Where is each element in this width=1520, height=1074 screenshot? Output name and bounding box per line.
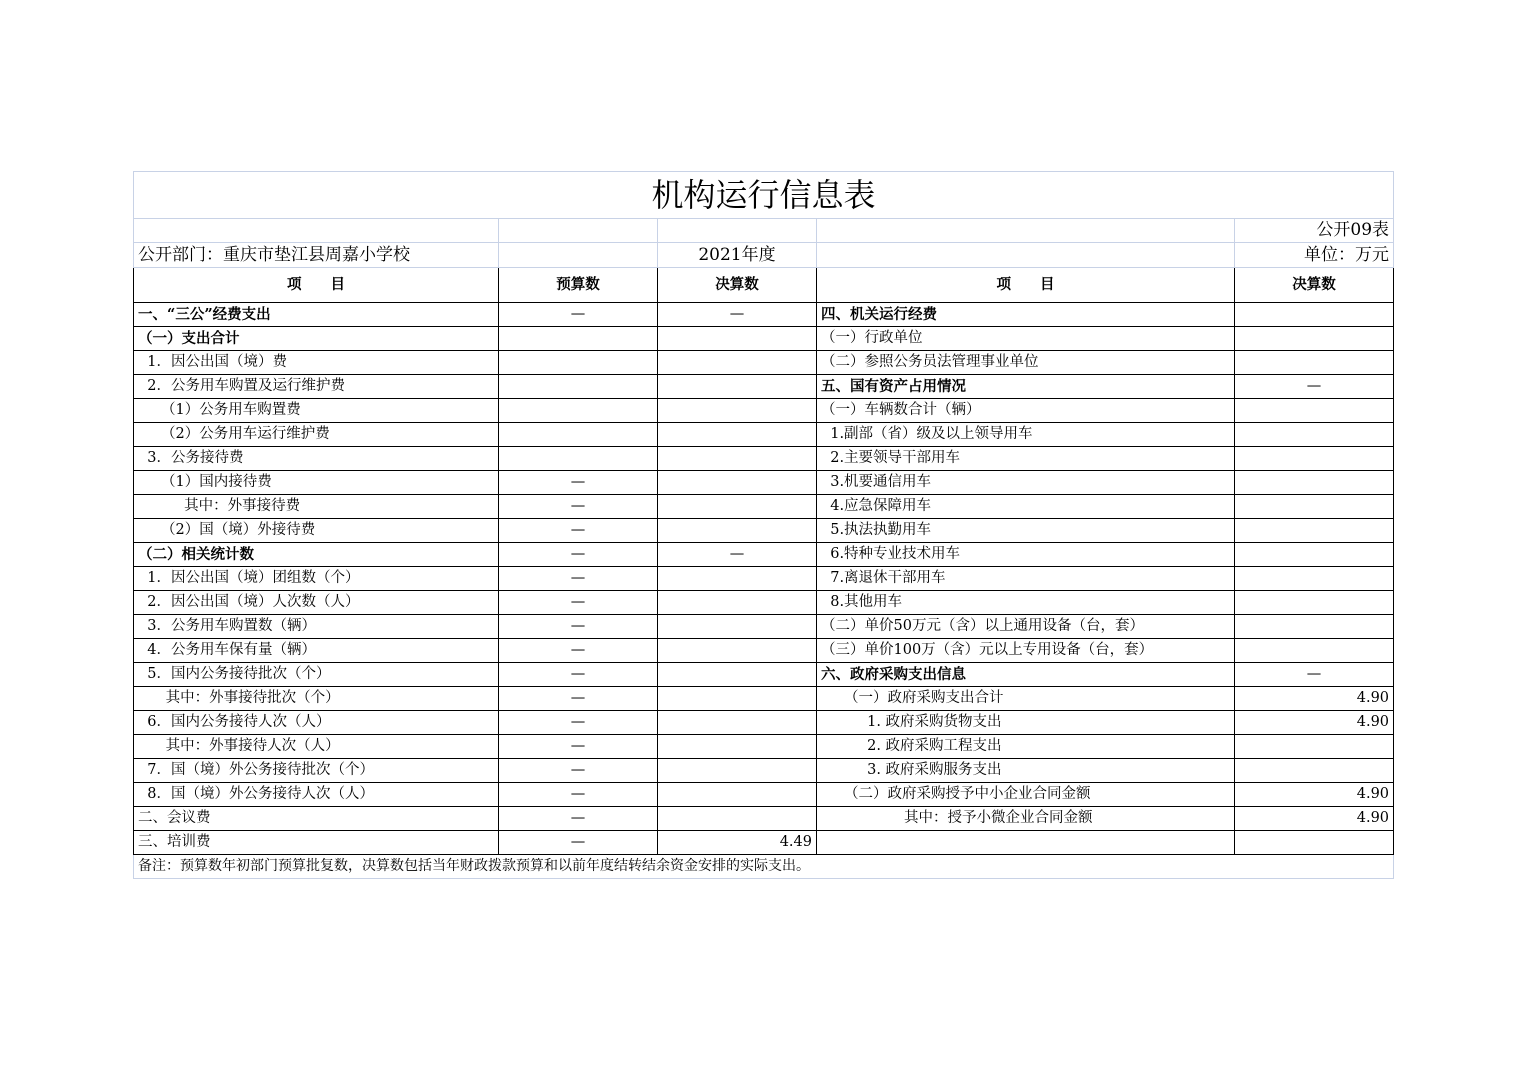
row-item-right: （一）政府采购支出合计 — [817, 687, 1235, 711]
table-row — [134, 543, 1394, 567]
row-item-right: （二）参照公务员法管理事业单位 — [817, 351, 1235, 375]
table-row — [134, 711, 1394, 735]
row-budget: — — [499, 591, 658, 615]
row-item-left: 4．公务用车保有量（辆） — [134, 639, 499, 663]
row-item-right: 8.其他用车 — [817, 591, 1235, 615]
row-final-left — [658, 399, 817, 423]
header-item-left: 项 目 — [134, 268, 499, 303]
row-item-left: 7．国（境）外公务接待批次（个） — [134, 759, 499, 783]
row-item-left: 其中：外事接待费 — [134, 495, 499, 519]
table-row — [134, 327, 1394, 351]
row-item-right: 六、政府采购支出信息 — [817, 663, 1235, 687]
row-item-left: 1．因公出国（境）团组数（个） — [134, 567, 499, 591]
row-final-right — [1235, 543, 1394, 567]
row-final-left — [658, 495, 817, 519]
row-final-right — [1235, 759, 1394, 783]
row-item-right: 3.机要通信用车 — [817, 471, 1235, 495]
table-row — [134, 351, 1394, 375]
header-final-right: 决算数 — [1235, 268, 1394, 303]
row-final-left — [658, 327, 817, 351]
row-final-right — [1235, 423, 1394, 447]
table-row — [134, 807, 1394, 831]
table-row — [134, 303, 1394, 327]
row-item-left: 5．国内公务接待批次（个） — [134, 663, 499, 687]
row-budget — [499, 327, 658, 351]
row-budget: — — [499, 783, 658, 807]
row-budget: — — [499, 303, 658, 327]
row-final-right — [1235, 399, 1394, 423]
row-final-left: — — [658, 543, 817, 567]
row-budget: — — [499, 471, 658, 495]
row-final-right: 4.90 — [1235, 711, 1394, 735]
row-item-left: （二）相关统计数 — [134, 543, 499, 567]
fiscal-year: 2021年度 — [658, 243, 817, 268]
table-row — [134, 639, 1394, 663]
row-item-left: 8．国（境）外公务接待人次（人） — [134, 783, 499, 807]
row-budget: — — [499, 735, 658, 759]
row-budget: — — [499, 831, 658, 855]
footnote: 备注：预算数年初部门预算批复数，决算数包括当年财政拨款预算和以前年度结转结余资金安排的实际支出。 — [134, 855, 1394, 879]
row-budget: — — [499, 567, 658, 591]
row-final-left — [658, 639, 817, 663]
header-item-right: 项 目 — [817, 268, 1235, 303]
row-final-left: 4.49 — [658, 831, 817, 855]
row-item-right: （二）单价50万元（含）以上通用设备（台，套） — [817, 615, 1235, 639]
row-final-left — [658, 471, 817, 495]
report-table — [133, 171, 1394, 879]
row-budget: — — [499, 663, 658, 687]
page-title: 机构运行信息表 — [134, 172, 1394, 219]
table-row — [134, 447, 1394, 471]
row-item-left: 3．公务用车购置数（辆） — [134, 615, 499, 639]
row-final-left — [658, 615, 817, 639]
row-final-left — [658, 807, 817, 831]
row-final-right — [1235, 615, 1394, 639]
table-row — [134, 519, 1394, 543]
row-item-left: 其中：外事接待人次（人） — [134, 735, 499, 759]
row-final-left — [658, 351, 817, 375]
row-final-left — [658, 423, 817, 447]
row-item-right: （二）政府采购授予中小企业合同金额 — [817, 783, 1235, 807]
table-row — [134, 423, 1394, 447]
report-sheet — [133, 171, 1393, 879]
row-final-left — [658, 591, 817, 615]
table-row — [134, 687, 1394, 711]
unit-label: 单位：万元 — [1235, 243, 1394, 268]
table-row — [134, 831, 1394, 855]
row-item-right: （三）单价100万（含）元以上专用设备（台，套） — [817, 639, 1235, 663]
row-item-left: （2）公务用车运行维护费 — [134, 423, 499, 447]
row-final-left — [658, 447, 817, 471]
row-item-left: 2．公务用车购置及运行维护费 — [134, 375, 499, 399]
row-budget: — — [499, 687, 658, 711]
row-item-left: 2．因公出国（境）人次数（人） — [134, 591, 499, 615]
row-final-right — [1235, 471, 1394, 495]
row-item-right: 4.应急保障用车 — [817, 495, 1235, 519]
table-row — [134, 375, 1394, 399]
header-final-left: 决算数 — [658, 268, 817, 303]
row-budget: — — [499, 615, 658, 639]
row-item-left: 6．国内公务接待人次（人） — [134, 711, 499, 735]
row-budget: — — [499, 759, 658, 783]
row-item-left: （1）公务用车购置费 — [134, 399, 499, 423]
row-final-right — [1235, 831, 1394, 855]
row-final-right: 4.90 — [1235, 783, 1394, 807]
table-row — [134, 759, 1394, 783]
row-item-right: （一）行政单位 — [817, 327, 1235, 351]
row-final-left — [658, 519, 817, 543]
table-row — [134, 663, 1394, 687]
row-final-right — [1235, 639, 1394, 663]
row-final-right — [1235, 567, 1394, 591]
row-item-left: 其中：外事接待批次（个） — [134, 687, 499, 711]
table-row — [134, 567, 1394, 591]
table-row — [134, 591, 1394, 615]
row-item-left: （2）国（境）外接待费 — [134, 519, 499, 543]
row-item-right: 2. 政府采购工程支出 — [817, 735, 1235, 759]
row-item-right: 6.特种专业技术用车 — [817, 543, 1235, 567]
row-budget — [499, 351, 658, 375]
row-final-right: — — [1235, 663, 1394, 687]
row-final-right — [1235, 495, 1394, 519]
row-budget: — — [499, 807, 658, 831]
row-final-right — [1235, 591, 1394, 615]
row-final-right — [1235, 447, 1394, 471]
table-row — [134, 471, 1394, 495]
row-final-right: 4.90 — [1235, 687, 1394, 711]
row-item-right: 5.执法执勤用车 — [817, 519, 1235, 543]
row-item-right: 2.主要领导干部用车 — [817, 447, 1235, 471]
table-row — [134, 615, 1394, 639]
header-budget: 预算数 — [499, 268, 658, 303]
table-row — [134, 399, 1394, 423]
row-item-right: 1.副部（省）级及以上领导用车 — [817, 423, 1235, 447]
row-item-left: （一）支出合计 — [134, 327, 499, 351]
department-label: 公开部门：重庆市垫江县周嘉小学校 — [134, 243, 499, 268]
row-final-left — [658, 783, 817, 807]
form-code: 公开09表 — [1235, 219, 1394, 243]
row-final-right: 4.90 — [1235, 807, 1394, 831]
row-item-right: 7.离退休干部用车 — [817, 567, 1235, 591]
row-budget: — — [499, 495, 658, 519]
table-row — [134, 495, 1394, 519]
row-final-left — [658, 711, 817, 735]
row-final-left — [658, 663, 817, 687]
row-final-left — [658, 567, 817, 591]
row-item-left: 三、培训费 — [134, 831, 499, 855]
table-header — [134, 268, 1394, 303]
table-row — [134, 735, 1394, 759]
row-final-right — [1235, 351, 1394, 375]
row-item-left: 3．公务接待费 — [134, 447, 499, 471]
row-budget: — — [499, 711, 658, 735]
row-final-right — [1235, 327, 1394, 351]
row-budget: — — [499, 543, 658, 567]
row-item-right: 五、国有资产占用情况 — [817, 375, 1235, 399]
row-final-left — [658, 759, 817, 783]
row-budget: — — [499, 519, 658, 543]
row-item-left: 二、会议费 — [134, 807, 499, 831]
row-budget — [499, 447, 658, 471]
row-final-left — [658, 735, 817, 759]
row-final-left — [658, 375, 817, 399]
table-row — [134, 783, 1394, 807]
row-final-right — [1235, 519, 1394, 543]
row-final-right: — — [1235, 375, 1394, 399]
row-item-right: 3. 政府采购服务支出 — [817, 759, 1235, 783]
row-item-left: 1．因公出国（境）费 — [134, 351, 499, 375]
row-item-right: （一）车辆数合计（辆） — [817, 399, 1235, 423]
row-final-left: — — [658, 303, 817, 327]
row-item-left: （1）国内接待费 — [134, 471, 499, 495]
row-item-right — [817, 831, 1235, 855]
row-budget: — — [499, 639, 658, 663]
row-item-right: 1. 政府采购货物支出 — [817, 711, 1235, 735]
row-final-right — [1235, 735, 1394, 759]
row-item-left: 一、“三公”经费支出 — [134, 303, 499, 327]
row-budget — [499, 399, 658, 423]
row-budget — [499, 375, 658, 399]
row-final-left — [658, 687, 817, 711]
row-final-right — [1235, 303, 1394, 327]
row-item-right: 其中：授予小微企业合同金额 — [817, 807, 1235, 831]
row-budget — [499, 423, 658, 447]
row-item-right: 四、机关运行经费 — [817, 303, 1235, 327]
